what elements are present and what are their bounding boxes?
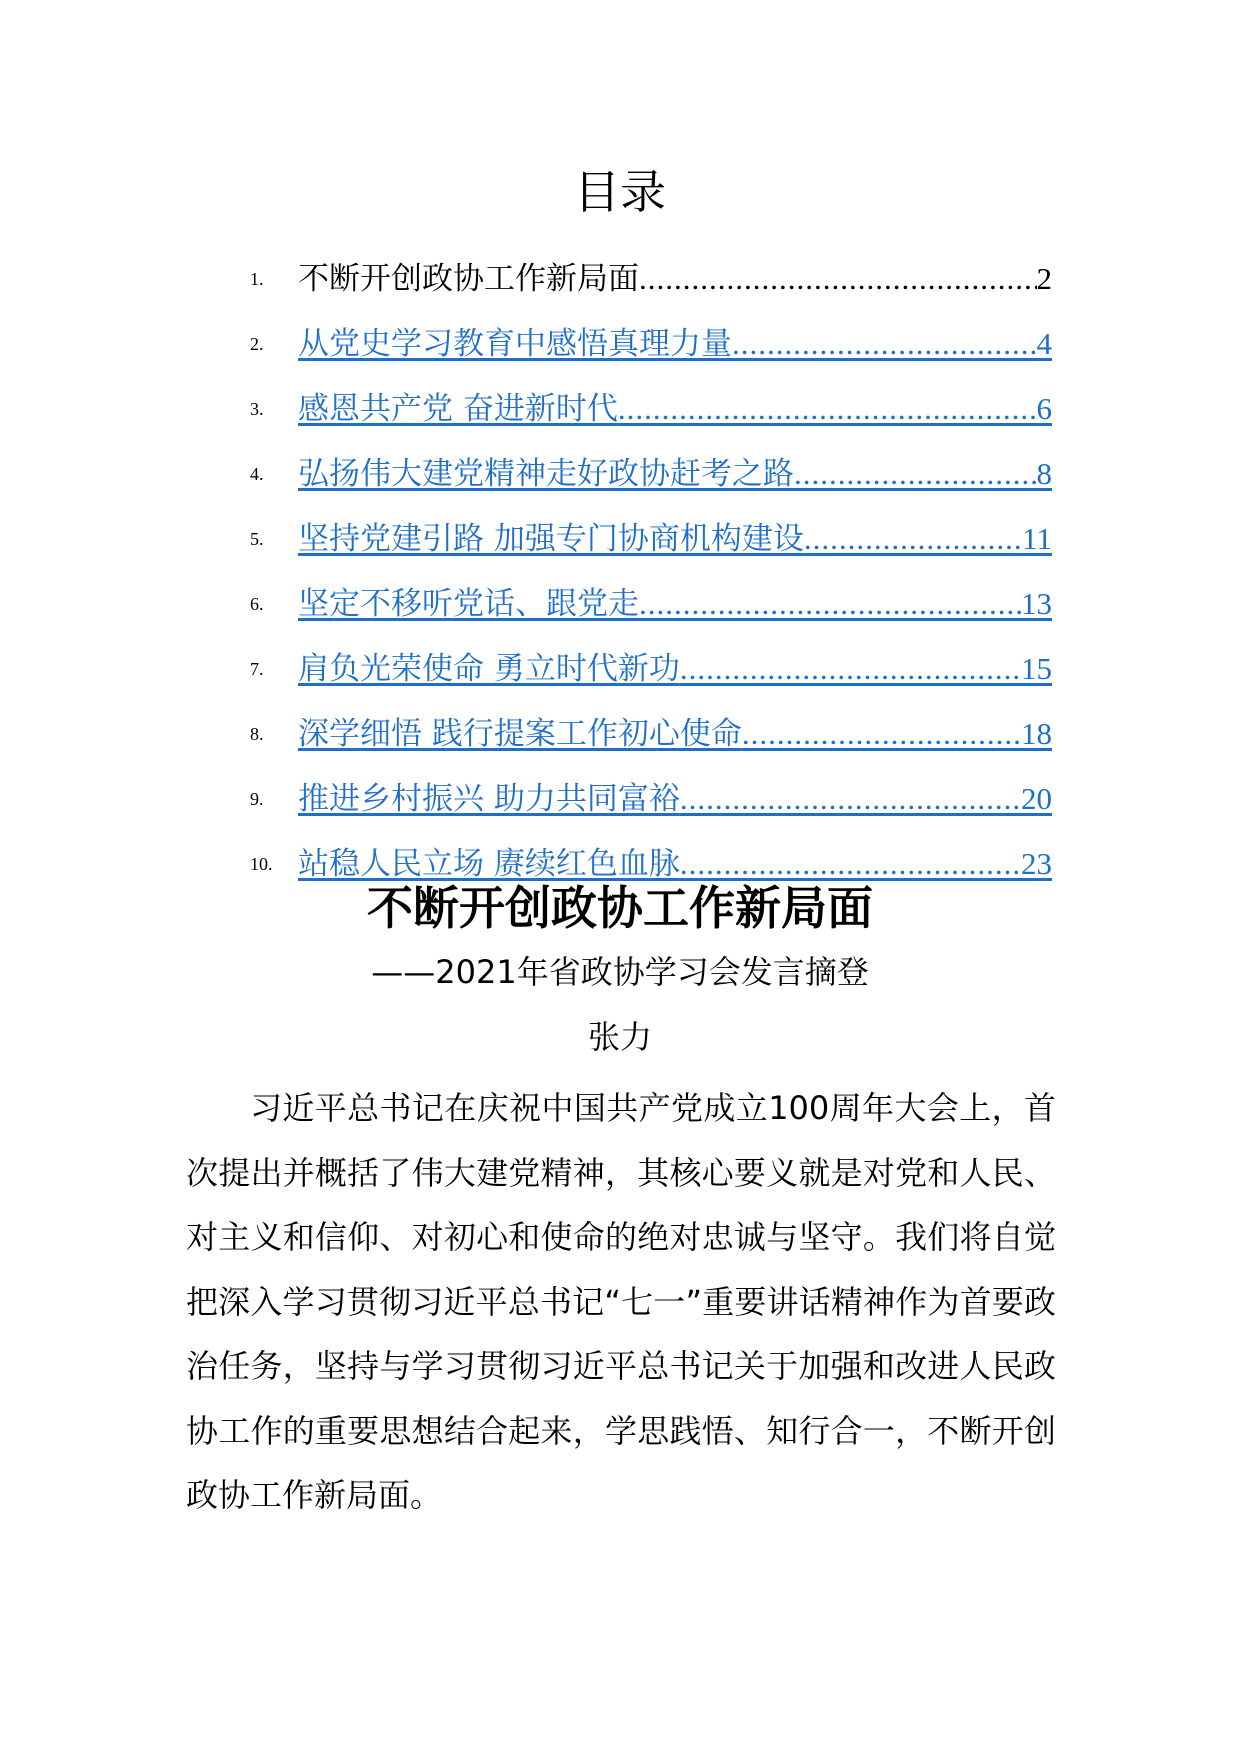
toc-item bbox=[250, 561, 1052, 626]
toc-leader-dots bbox=[804, 517, 1022, 561]
toc-leader-dots bbox=[680, 647, 1021, 691]
toc-title: 目录 bbox=[574, 165, 666, 219]
toc-item bbox=[250, 626, 1052, 691]
article-subtitle: ——2021年省政协学习会发言摘登 bbox=[371, 953, 869, 991]
toc-item-page: 23 bbox=[1021, 846, 1052, 881]
toc-item-page: 2 bbox=[1036, 261, 1052, 296]
toc-item-page: 20 bbox=[1021, 781, 1052, 816]
toc-item-number: 4. bbox=[250, 464, 264, 484]
toc-item bbox=[250, 301, 1052, 366]
toc-item-entry[interactable] bbox=[298, 257, 1052, 301]
toc-item-number: 1. bbox=[250, 269, 264, 289]
toc-item-text: 感恩共产党 奋进新时代 bbox=[298, 391, 618, 427]
toc-item-link[interactable] bbox=[298, 387, 1052, 431]
toc-leader-dots bbox=[742, 712, 1021, 756]
toc-item bbox=[250, 366, 1052, 431]
toc-item-number: 7. bbox=[250, 659, 264, 679]
toc-item-number: 10. bbox=[250, 854, 273, 874]
toc-item-number: 9. bbox=[250, 789, 264, 809]
toc-item-number: 5. bbox=[250, 529, 264, 549]
toc-item-number: 6. bbox=[250, 594, 264, 614]
toc-item-page: 18 bbox=[1021, 716, 1052, 751]
article-title: 不断开创政协工作新局面 bbox=[367, 881, 873, 935]
toc-item bbox=[250, 691, 1052, 756]
toc-item-page: 8 bbox=[1036, 456, 1052, 491]
toc-item-page: 11 bbox=[1022, 521, 1052, 556]
toc-item-link[interactable] bbox=[298, 647, 1052, 691]
article-author: 张力 bbox=[587, 1018, 652, 1056]
toc-item-page: 15 bbox=[1021, 651, 1052, 686]
toc-item-text: 坚定不移听党话、跟党走 bbox=[298, 586, 639, 622]
toc-item-link[interactable] bbox=[298, 712, 1052, 756]
toc-item-link[interactable] bbox=[298, 777, 1052, 821]
toc-leader-dots bbox=[618, 387, 1037, 431]
toc-item-text: 站稳人民立场 赓续红色血脉 bbox=[298, 846, 680, 882]
toc-item bbox=[250, 236, 1052, 301]
toc-item-link[interactable] bbox=[298, 517, 1052, 561]
toc-leader-dots bbox=[639, 582, 1021, 626]
toc-item-link[interactable] bbox=[298, 322, 1052, 366]
toc-item-link[interactable] bbox=[298, 452, 1052, 496]
toc-leader-dots bbox=[794, 452, 1037, 496]
toc-item bbox=[250, 821, 1052, 886]
toc-item-number: 2. bbox=[250, 334, 264, 354]
toc-item-text: 弘扬伟大建党精神走好政协赶考之路 bbox=[298, 456, 794, 492]
toc-item-link[interactable] bbox=[298, 582, 1052, 626]
toc-item-text: 肩负光荣使命 勇立时代新功 bbox=[298, 651, 680, 687]
toc-leader-dots bbox=[680, 777, 1021, 821]
table-of-contents bbox=[250, 236, 1052, 886]
toc-item-number: 8. bbox=[250, 724, 264, 744]
toc-item-page: 4 bbox=[1036, 326, 1052, 361]
toc-item-number: 3. bbox=[250, 399, 264, 419]
toc-leader-dots bbox=[732, 322, 1037, 366]
article-body-paragraph: 习近平总书记在庆祝中国共产党成立100周年大会上，首次提出并概括了伟大建党精神，其核心要义就是对党和人民、对主义和信仰、对初心和使命的绝对忠诚与坚守。我们将自觉把深入学习贯彻习近平总书记“七一”重要讲话精神作为首要政治任务，坚持与学习贯彻习近平总书记关于加强和改进人民政协工作的重要思想结合起来，学思践悟、知行合一，不断开创政协工作新局面。 bbox=[186, 1089, 1056, 1514]
toc-item bbox=[250, 496, 1052, 561]
toc-item bbox=[250, 756, 1052, 821]
toc-item-page: 13 bbox=[1021, 586, 1052, 621]
toc-item-text: 坚持党建引路 加强专门协商机构建设 bbox=[298, 521, 804, 557]
toc-item-page: 6 bbox=[1036, 391, 1052, 426]
toc-item bbox=[250, 431, 1052, 496]
toc-item-text: 不断开创政协工作新局面 bbox=[298, 261, 639, 297]
toc-item-text: 从党史学习教育中感悟真理力量 bbox=[298, 326, 732, 362]
toc-leader-dots bbox=[639, 257, 1037, 301]
toc-item-text: 推进乡村振兴 助力共同富裕 bbox=[298, 781, 680, 817]
toc-item-text: 深学细悟 践行提案工作初心使命 bbox=[298, 716, 742, 752]
